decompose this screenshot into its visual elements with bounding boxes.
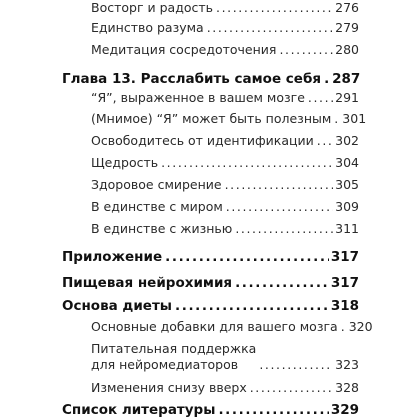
toc-entry-title: Изменения снизу вверх: [91, 380, 247, 395]
toc-entry-title: Медитация сосредоточения: [91, 42, 277, 57]
toc-chapter-entry: [62, 71, 359, 87]
toc-entry-title: “Я”, выраженное в вашем мозге: [91, 90, 305, 105]
toc-entry: [91, 341, 359, 373]
toc-entry-title: В единстве с жизнью: [91, 221, 233, 236]
toc-entry-page: 287: [332, 71, 361, 87]
toc-entry: [91, 133, 359, 149]
toc-entry-title: Пищевая нейрохимия: [62, 275, 233, 291]
toc-entry-page: 317: [330, 275, 359, 291]
toc-entry-title: (Мнимое) “Я” может быть полезным: [91, 111, 332, 126]
toc-chapter-entry: [62, 402, 359, 418]
toc-entry-title: Щедрость: [91, 155, 159, 170]
toc-entry-page: 311: [335, 221, 359, 236]
toc-entry-title: Глава 13. Расслабить самое себя: [62, 71, 322, 87]
dot-leader: [250, 380, 333, 396]
toc-entry-title: Основные добавки для вашего мозга: [91, 319, 338, 334]
toc-entry-page: 291: [335, 90, 359, 105]
dot-leader: [161, 155, 333, 171]
toc-entry: [91, 42, 359, 58]
dot-leader: [334, 111, 340, 127]
dot-leader: [259, 357, 333, 373]
toc-entry-title: Основа диеты: [62, 298, 172, 314]
dot-leader: [235, 221, 333, 237]
toc-entry-title-line-2: для нейромедиаторов: [91, 357, 239, 372]
dot-leader: [216, 0, 333, 16]
toc-entry: [91, 380, 359, 396]
toc-entry: [91, 319, 373, 335]
dot-leader: [226, 199, 333, 215]
toc-entry-page: 304: [335, 155, 359, 170]
toc-entry-page: 280: [335, 42, 359, 57]
toc-entry-page: 317: [330, 249, 359, 265]
toc-entry-title: Освободитесь от идентификации: [91, 133, 314, 148]
dot-leader: [279, 42, 333, 58]
dot-leader: [218, 402, 328, 418]
toc-entry-title: Приложение: [62, 249, 163, 265]
dot-leader: [207, 20, 333, 36]
dot-leader: [308, 90, 333, 106]
toc-entry-title: Единство разума: [91, 20, 204, 35]
toc-entry-title: Здоровое смирение: [91, 177, 222, 192]
toc-chapter-entry: [62, 249, 359, 265]
toc-entry-page: 279: [335, 20, 359, 35]
toc-entry-page: 329: [330, 402, 359, 418]
toc-entry-page: 320: [348, 319, 373, 334]
toc-entry-page: 309: [335, 199, 359, 214]
dot-leader: [175, 298, 329, 314]
toc-entry-title: Восторг и радость: [91, 0, 214, 15]
toc-entry: [91, 199, 359, 215]
toc-chapter-entry: [62, 298, 359, 314]
toc-entry: [91, 20, 359, 36]
toc-entry-page: 276: [335, 0, 359, 15]
toc-entry-title-line-1: Питательная поддержка: [91, 341, 257, 356]
toc-entry: [91, 0, 359, 16]
toc-entry-page: 323: [335, 357, 359, 372]
toc-entry: [91, 177, 359, 193]
toc-entry-title: [91, 341, 256, 373]
toc-entry-page: 305: [335, 177, 359, 192]
dot-leader: [317, 133, 333, 149]
dot-leader: [165, 249, 329, 265]
toc-entry-page: 301: [342, 111, 367, 126]
dot-leader: [341, 319, 347, 335]
dot-leader: [225, 177, 334, 193]
toc-chapter-entry: [62, 275, 359, 291]
toc-entry-page: 318: [330, 298, 359, 314]
dot-leader: [235, 275, 329, 291]
toc-entry: [91, 90, 359, 106]
toc-entry-title: Список литературы: [62, 402, 216, 418]
toc-entry: [91, 155, 359, 171]
toc-entry: [91, 221, 359, 237]
toc-entry-page: 302: [335, 133, 359, 148]
toc-entry: [91, 111, 367, 127]
dot-leader: [324, 71, 330, 87]
toc-entry-page: 328: [335, 380, 359, 395]
toc-entry-title: В единстве с миром: [91, 199, 223, 214]
